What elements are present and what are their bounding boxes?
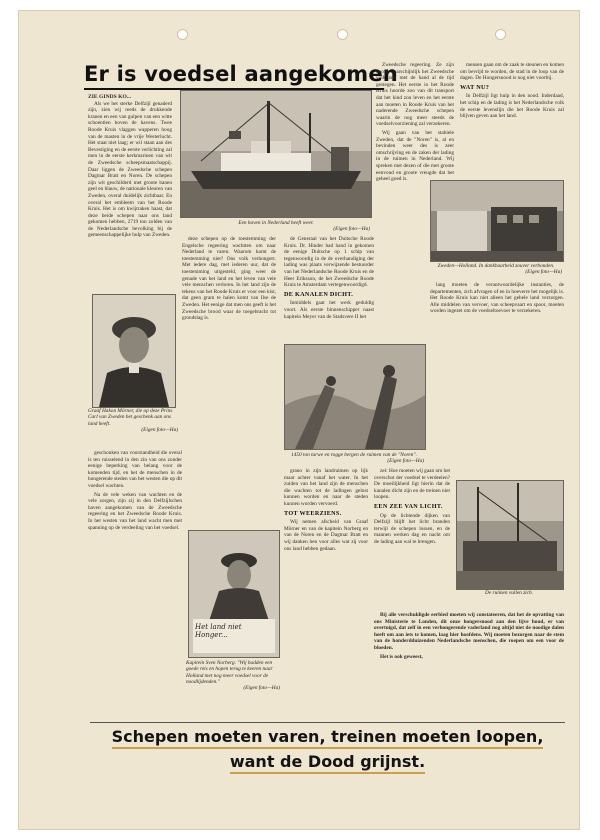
- caption-credit: (Eigen foto—Ha): [141, 426, 178, 433]
- paragraph: In Delfzijl ligt hulp in den nood. Inderdaad, het schip en de lading is het Nederlandsche volk de eerste levenslijn die het Roode Kruis zal blijven geven aan het land.: [460, 93, 564, 120]
- caption-text: Kapitein Sven Norberg. "Wij hadden een goede reis en hopen terug te keeren naar Holland met nog meer voedsel voor de noodlijdenden.": [186, 660, 273, 685]
- captain-photo: [188, 530, 280, 658]
- subhead: DE KANALEN DICHT.: [284, 290, 354, 298]
- paragraph: geschonken van voorstandheid die overal is ten ruisselend in den zin van ons zonder eenige beperking van belang voor de komenden tijd, en het de menschen in de hongerende steden van het westen die op dit voedsel wachten.: [88, 450, 182, 489]
- harbour-photo: [456, 480, 564, 590]
- slogan-line-1: [90, 727, 565, 746]
- caption-text: Graaf Hakon Mörner, die op deze Prins Carl van Zweden het geschenk aan ons land heeft.: [88, 408, 173, 427]
- subhead: WAT NU?: [460, 83, 490, 91]
- kicker: ZIE GINDS KO...: [88, 94, 132, 100]
- paragraph: Bij alle verschuldigde eerbied moeten wij constateeren, dat het de opvatting van ons Ministerie te Londen, dit onze hongersnood aan den lijve houd, er van overtuigd, dat zelf in een verhongerende vaderland nog altijd niet de noodige dalen heeft om aan iets te komen, laag hier hoofdens. Wij moeten bezorgen naar de stem van de honderdduizenden Nederlandsche menschen, die roepen om een voor de bloeden.: [374, 612, 564, 651]
- paragraph: Op de lichtende dijken van Delfzijl blijft het licht branden terwijl de schepen lossen, en de mannen werken dag en nacht om de lading aan wal te brengen.: [374, 512, 450, 545]
- article-column-left-top: [88, 94, 172, 304]
- article-column-center-bottom: [284, 468, 368, 718]
- caption-credit: (Eigen foto—Ha): [525, 269, 562, 276]
- paragraph: zei: Hoe moeten wij gaan om het overschot der voedsel te verdeelen? De moeilijkheid ligt hierin dat de kanalen dicht zijn en de treinen niet loopen.: [374, 468, 450, 501]
- captain-caption: [186, 660, 280, 691]
- punch-hole: [178, 30, 187, 39]
- harbour-caption: De ruimen vullen zich.: [485, 590, 533, 596]
- newspaper-page: [18, 10, 580, 830]
- caption-credit: (Eigen foto—Ha): [333, 226, 370, 233]
- slogan-text: Schepen moeten varen, treinen moeten loopen,: [112, 727, 544, 749]
- ship-photo: [180, 90, 372, 218]
- paragraph: deze schepen op de toestemming der Engelsche regeering wachtten om naar Nederland te varen. Waarom komt de toestemming niet? Ons volk verhongert. Met iedere dag, met iederen uur, dat de toestemming uitgesteld, ging weer de genade van het land en het leven van vele vele menschen verloren. In het land zijn de tekens van het Roode Kruis er voor een kist, dat geen gram te halen komt van Ilse de Zweden. Het eenige dat men ons geeft is het Zweedsche brood waar de toegebracht tot grondslag is.: [182, 236, 276, 322]
- headline: Er is voedsel aangekomen: [84, 62, 384, 90]
- caption-credit: (Eigen foto—Ha): [387, 458, 424, 465]
- article-column-left-bottom: [88, 450, 182, 722]
- article-column-right: [460, 62, 564, 182]
- paragraph: mensen gaan om de zaak te steunen en komen om bevrijd te worden, de stad in de loop van de dagen. De Hongersnood is nog niet voorbij.: [460, 62, 564, 82]
- article-column-right-bottom: [374, 468, 450, 608]
- slogan-text: want de Dood grijnst.: [230, 752, 425, 774]
- caption-text: Zweden—Holland. In dankbaarheid zouver verbonden.: [437, 263, 555, 269]
- paragraph: Na de vele weken van wachten en de vele zorgen, zijn zij in den Delfzijlschen haven aangekomen van de Zweedsche regeering en het Zweedsche Roode Kruis. In het westen van het land wacht men met spanning op de verdeeling van het voedsel.: [88, 491, 182, 531]
- delfzijl-photo: [430, 180, 564, 262]
- paragraph: Wij gaan van het stabiele Zweden, dat de "Noren" is, al en bevinden weer des is zeer omschrijving en de zaken der lading in de ruimen in Nederland. Wij spreken met dezen of die met groote eenvoud en groote vreugde dat het geheel goed is.: [376, 129, 454, 183]
- divider: [90, 722, 565, 723]
- caption-credit: (Eigen foto—Ha): [243, 685, 280, 692]
- paragraph: Zweedsche regeering. Ze zijn boord waarschijnlijk het Zweedsche volk zelf met de hand al de tijd gestegen. Het eerste in het Roode Kruis hoorde zoo van dit transport dat het kind zou leven en het eerste aan moeten in Roode Kruis van het naderende Zweedsche schepen waarin de nog meer steeds de voedselvoorziening zal verzekeren.: [376, 62, 454, 128]
- paragraph: Wij nemen afscheid van Graaf Mörner en van de kapitein Norberg en van de Noren en de Dagmar Bratt en wij danken hen voor alles wat zij voor ons land hebben gedaan.: [284, 519, 368, 552]
- paragraph: de Generaal van het Duitsche Roode Kruis. Dr. Hinder had hand in gekomen de eenige Duitsche op 1 schip van tegenwoordig in de de overhandiging der lading was plaats verwijzende bestuurder van het Nederlandsche Roode Kruis en de Heer Eriksson, de het Zweedsche Roode Kruis te Amsterdam vertegenwoordigd.: [284, 236, 374, 289]
- caption-text: Een haven in Nederland heeft weer.: [238, 220, 314, 226]
- article-notice: [374, 612, 564, 720]
- punch-hole: [338, 30, 347, 39]
- subhead: EEN ZEE VAN LICHT.: [374, 502, 443, 510]
- paragraph: Als we het sterke Delfzijl genaderd zijn, zien wij reeds de drukkende kranen en een van gulpen van een witte schoentien boven de havens. Twee Roode Kruis vlaggen wapperen hoog van de masten in de vrije Westerlucht. Het staat niet laag; er wil staan aan des Bevestiging en de eerste verlichting zal men in de eerste kerkmarinen van wit de Zweedsche scheepsmaatschappij. Daar liggen de Zweedsche schepen Dagmar Bratt en Noren. De schepen zijn wit geschilderd met groote banen geel en blauw, de nationale kleuren van Zweden, overal duidelijk zichtbaar. En overal het embleem van het Roode Kruis. Het is om kwijtraken haast, dat deze beide schepen naar ons land gekomen hebben, 2719 ton zolden van de Nederlandsche bevolking bij de gemeenschappelijke hulp van Zweden.: [88, 100, 172, 239]
- paragraph: lang moeten de verantwoordelijke instanties, de departementen, zich afvragen of en in hoeverre het mogelijk is. Het Roode Kruis kan niet alleen het gehele land verzorgen. Alle middelen van vervoer, van scheepvaart en spoor, moeten worden ingezet om de voedseltoevoer te verzekeren.: [430, 282, 564, 315]
- caption-text: 1450 ton tarwe en rogge bergen de ruimen van de "Noren".: [291, 452, 417, 458]
- paragraph: Inmiddels gaat het werk geduldig voort. Als eerste binnenschipper naast kapitein Meyer van de Stadsvere II het: [284, 300, 374, 320]
- paragraph: grano in zijn landruimen op lijk maar achter vanaf het water. In het zuiden van het land zijn de menschen die wachten tot de ladingen gelost kunnen worden en naar de steden kunnen worden vervoerd.: [284, 468, 368, 507]
- portrait-photo: [92, 294, 176, 408]
- article-column-center: [182, 236, 276, 441]
- portrait-caption: [88, 408, 178, 433]
- paragraph: Het is ook geweest,: [380, 653, 423, 660]
- handwritten-note: Het land niet Honger...: [195, 623, 242, 639]
- ship-caption: [182, 220, 370, 233]
- subhead: TOT WEERZIENS.: [284, 509, 342, 517]
- punch-hole: [496, 30, 505, 39]
- article-column-right-mid: [430, 282, 564, 442]
- grain-caption: [284, 452, 424, 465]
- slogan-line-2: [90, 752, 565, 771]
- delfzijl-caption: [430, 263, 562, 276]
- grain-photo: [284, 344, 426, 450]
